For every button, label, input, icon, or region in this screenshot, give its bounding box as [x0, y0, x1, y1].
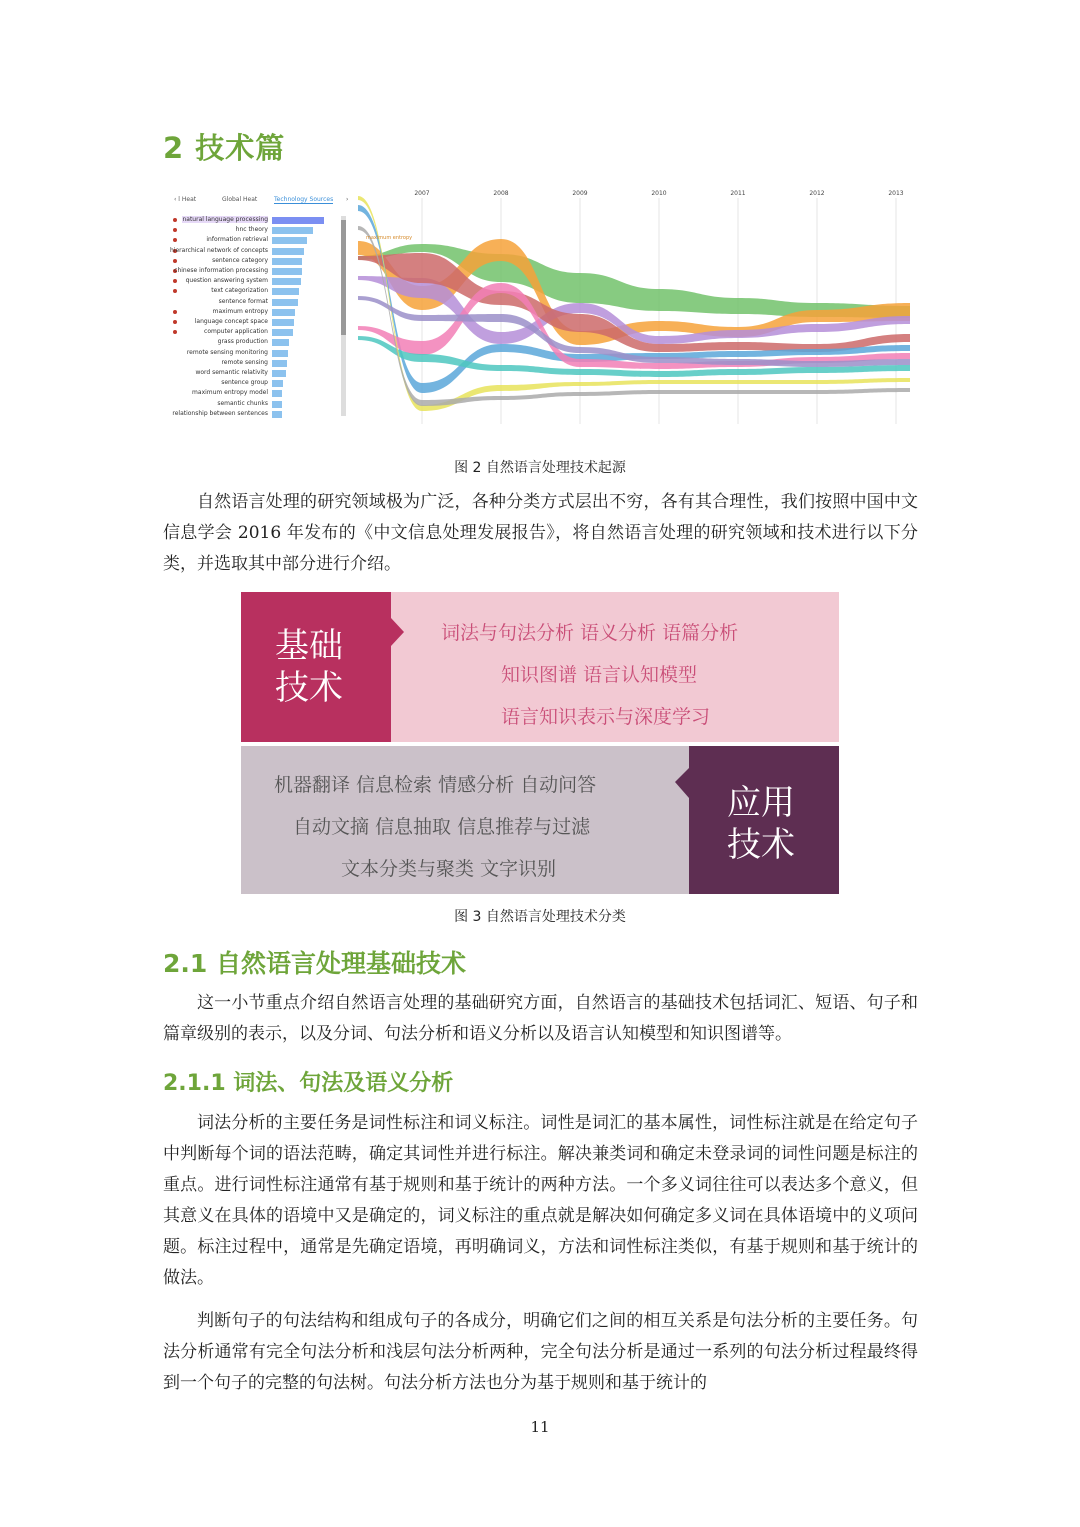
paragraph-basic-tech: 这一小节重点介绍自然语言处理的基础研究方面，自然语言的基础技术包括词汇、短语、句子和篇章级别的表示，以及分词、句法分析和语义分析以及语言认知模型和知识图谱等。	[163, 993, 918, 1044]
app-tech-line3: 文本分类与聚类 文字识别	[341, 858, 557, 880]
ranking-marker-icon	[173, 289, 177, 293]
section-title: 2 技术篇	[163, 131, 286, 165]
ranking-row[interactable]	[170, 399, 348, 409]
ranking-bar	[272, 258, 302, 265]
ranking-label: information retrieval	[206, 236, 268, 244]
ranking-bar	[272, 401, 282, 408]
ranking-label: sentence group	[221, 379, 268, 387]
app-tech-title-line1: 应用	[727, 783, 795, 823]
ranking-label: word semantic relativity	[195, 369, 268, 376]
ranking-label: natural language processing	[182, 216, 268, 223]
ranking-label: maximum entropy model	[192, 389, 268, 397]
ranking-bar	[272, 350, 288, 357]
ranking-row[interactable]	[170, 317, 348, 327]
ranking-bar	[272, 309, 295, 316]
ranking-row[interactable]	[170, 276, 348, 286]
tab-technology-sources[interactable]: Technology Sources	[274, 196, 334, 203]
app-tech-line1: 机器翻译 信息检索 情感分析 自动问答	[274, 774, 597, 796]
ranking-tabs	[170, 196, 348, 210]
figure-technology-origins	[170, 188, 915, 428]
ranking-row[interactable]	[170, 378, 348, 388]
ranking-row[interactable]	[170, 388, 348, 398]
figure3-caption: 图 3 自然语言处理技术分类	[454, 909, 626, 925]
ranking-row[interactable]	[170, 348, 348, 358]
ranking-label: remote sensing monitoring	[186, 348, 268, 356]
paragraph-intro: 自然语言处理的研究领域极为广泛，各种分类方式层出不穷，各有其合理性，我们按照中国中文信息学会 2016 年发布的《中文信息处理发展报告》，将自然语言处理的研究领域和技术进行以下分类，并选取其中部分进行介绍。	[163, 492, 918, 574]
stream-label: maximum entropy	[366, 235, 413, 241]
ranking-marker-icon	[173, 330, 177, 334]
app-tech-title-line2: 技术	[727, 825, 795, 865]
ranking-row[interactable]	[170, 235, 348, 245]
ranking-marker-icon	[173, 259, 177, 263]
ranking-marker-icon	[173, 228, 177, 232]
figure-nlp-classification	[241, 592, 839, 894]
ranking-marker-icon	[173, 218, 177, 222]
ranking-row[interactable]	[170, 246, 348, 256]
tab-local-heat[interactable]: ‹ l Heat	[174, 196, 197, 203]
ranking-bar	[272, 411, 282, 418]
ranking-row[interactable]	[170, 409, 348, 419]
ranking-label: grass production	[217, 338, 268, 346]
paragraph-lexical-analysis: 词法分析的主要任务是词性标注和词义标注。词性是词汇的基本属性，词性标注就是在给定句子中判断每个词的语法范畴，确定其词性并进行标注。解决兼类词和确定未登录词的词性问题是标注的重点。进行词性标注通常有基于规则和基于统计的两种方法。一个多义词往往可以表达多个意义，但其意义在具体的语境中又是确定的，词义标注的重点就是解决如何确定多义词在具体语境中的义项问题。标注过程中，通常是先确定语境，再明确词义，方法和词性标注类似，有基于规则和基于统计的做法。	[163, 1113, 918, 1288]
ranking-marker-icon	[173, 279, 177, 283]
tab-next-arrow[interactable]: ›	[346, 196, 349, 203]
ranking-bar	[272, 339, 289, 346]
ranking-label: semantic chunks	[217, 399, 268, 407]
ranking-label: hierarchical network of concepts	[170, 246, 268, 254]
ranking-bar	[272, 370, 286, 377]
ranking-bar	[272, 329, 293, 336]
technology-streamgraph	[358, 188, 910, 424]
basic-tech-title-line1: 基础	[275, 626, 343, 666]
ranking-marker-icon	[173, 320, 177, 324]
basic-tech-line1: 词法与句法分析 语义分析 语篇分析	[441, 622, 739, 644]
ranking-row[interactable]	[170, 256, 348, 266]
ranking-label: remote sensing	[221, 358, 268, 366]
ranking-bar	[272, 390, 282, 397]
basic-tech-title-line2: 技术	[275, 668, 343, 708]
paragraph-syntactic-analysis: 判断句子的句法结构和组成句子的各成分，明确它们之间的相互关系是句法分析的主要任务。句法分析通常有完全句法分析和浅层句法分析两种，完全句法分析是通过一系列的句法分析过程最终得到一个句子的完整的句法树。句法分析方法也分为基于规则和基于统计的	[163, 1311, 918, 1393]
ranking-label: maximum entropy	[212, 307, 268, 315]
ranking-label: chinese information processing	[174, 267, 268, 274]
ranking-label: sentence format	[218, 297, 268, 305]
ranking-row[interactable]	[170, 286, 348, 296]
ranking-row[interactable]	[170, 297, 348, 307]
ranking-bar	[272, 299, 298, 306]
ranking-label: sentence category	[212, 256, 268, 264]
ranking-scroll-thumb[interactable]	[341, 220, 346, 335]
ranking-label: language concept space	[194, 318, 268, 325]
section-2-1-title: 2.1 自然语言处理基础技术	[163, 949, 466, 978]
ranking-label: relationship between sentences	[172, 409, 268, 417]
year-label: 2008	[493, 190, 509, 197]
ranking-row[interactable]	[170, 225, 348, 235]
ranking-bar	[272, 237, 307, 244]
ranking-bar	[272, 217, 324, 224]
ranking-bar	[272, 278, 301, 285]
ranking-label: question answering system	[185, 277, 268, 285]
basic-tech-line2: 知识图谱 语言认知模型	[501, 664, 698, 686]
ranking-row[interactable]	[170, 337, 348, 347]
ranking-row[interactable]	[170, 327, 348, 337]
ranking-bar	[272, 380, 283, 387]
year-label: 2007	[414, 190, 430, 197]
year-label: 2011	[730, 190, 746, 197]
ranking-bar	[272, 227, 313, 234]
ranking-label: hnc theory	[235, 226, 268, 234]
year-label: 2012	[809, 190, 825, 197]
page-number: 11	[530, 1418, 550, 1436]
technology-ranking-panel	[170, 188, 348, 424]
app-tech-line2: 自动文摘 信息抽取 信息推荐与过滤	[293, 816, 591, 838]
ranking-label: computer application	[204, 328, 268, 336]
year-label: 2010	[651, 190, 667, 197]
ranking-row[interactable]	[170, 266, 348, 276]
ranking-row[interactable]	[170, 368, 348, 378]
year-label: 2013	[888, 190, 904, 197]
ranking-bar	[272, 268, 302, 275]
tab-global-heat[interactable]: Global Heat	[222, 196, 258, 203]
ranking-marker-icon	[173, 238, 177, 242]
ranking-row[interactable]	[170, 215, 348, 225]
ranking-row[interactable]	[170, 358, 348, 368]
ranking-row[interactable]	[170, 307, 348, 317]
ranking-bar	[272, 288, 299, 295]
ranking-bar	[272, 248, 304, 255]
ranking-marker-icon	[173, 310, 177, 314]
ranking-bar	[272, 360, 287, 367]
basic-tech-line3: 语言知识表示与深度学习	[501, 706, 711, 728]
ranking-bar	[272, 319, 294, 326]
section-2-1-1-title: 2.1.1 词法、句法及语义分析	[163, 1071, 454, 1096]
year-label: 2009	[572, 190, 588, 197]
figure2-caption: 图 2 自然语言处理技术起源	[454, 460, 626, 476]
ranking-label: text categorization	[211, 287, 268, 295]
